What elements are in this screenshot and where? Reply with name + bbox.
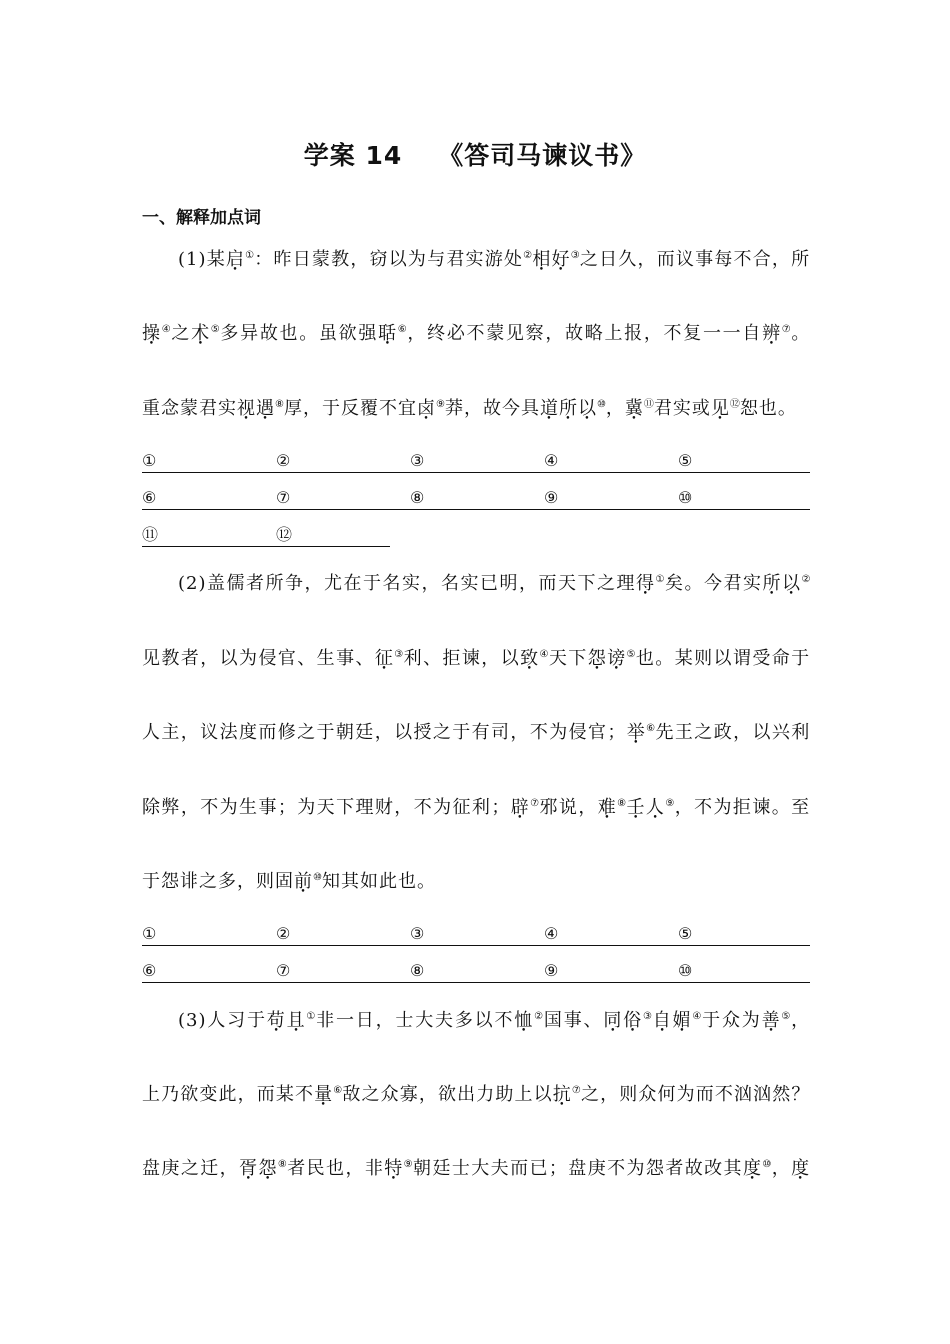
passage-line: (2)盖儒者所争，尤在于名实，名实已明，而天下之理得①矣。今君实所以②: [178, 573, 811, 594]
footnote-marker: ⑦: [781, 324, 792, 335]
footnote-marker: ⑥: [397, 324, 408, 335]
dotted-char: 所: [762, 573, 782, 594]
footnote-marker: ⑧: [277, 1159, 288, 1170]
answer-line[interactable]: [142, 487, 810, 510]
dotted-char: 启: [225, 249, 246, 270]
answer-number: ⑦: [276, 961, 291, 980]
dotted-char: 且: [286, 1010, 307, 1031]
dotted-char: 胥: [239, 1158, 259, 1179]
passage-line: 于怨诽之多，则固前⑩知其如此也。: [142, 871, 436, 892]
dotted-char: 冀: [624, 398, 644, 419]
dotted-char: 善: [761, 1010, 782, 1031]
footnote-marker: ②: [534, 1011, 544, 1022]
dotted-char: 怨: [258, 1158, 278, 1179]
answer-line[interactable]: [142, 524, 390, 547]
footnote-marker: ③: [570, 250, 580, 261]
footnote-marker: ④: [161, 324, 172, 335]
dotted-char: 自: [652, 1010, 673, 1031]
footnote-marker: ⑩: [596, 399, 606, 410]
answer-number: ⑤: [678, 924, 693, 943]
answer-number: ⑨: [544, 961, 559, 980]
dotted-char: 举: [626, 722, 647, 743]
passage-line: 见教者，以为侵官、生事、征③利、拒谏，以致④天下怨谤⑤也。某则以谓受命于: [142, 648, 811, 669]
answer-number: ⑤: [678, 451, 693, 470]
dotted-char: 量: [314, 1084, 334, 1105]
dotted-char: 特: [384, 1158, 404, 1179]
dotted-char: 见: [710, 398, 730, 419]
dotted-char: 征: [374, 648, 395, 669]
footnote-marker: ②: [801, 574, 811, 585]
dotted-char: 操: [142, 323, 162, 344]
footnote-marker: ⑤: [210, 324, 221, 335]
footnote-marker: ①: [655, 574, 665, 585]
answer-number: ⑩: [678, 961, 693, 980]
dotted-char: 辟: [510, 797, 531, 818]
footnote-marker: ③: [394, 649, 404, 660]
answer-number: ⑨: [544, 488, 559, 507]
footnote-marker: ⑤: [781, 1011, 792, 1022]
answer-number: ⑥: [142, 488, 157, 507]
answer-number: ①: [142, 924, 157, 943]
passage-line: 上乃欲变此，而某不量⑥敌之众寡，欲出力助上以抗⑦之，则众何为而不汹汹然？: [142, 1084, 811, 1105]
dotted-char: 前: [294, 871, 313, 892]
dotted-char: 恤: [514, 1010, 535, 1031]
dotted-char: 谤: [607, 648, 627, 669]
passage-line: 操④之术⑤多异故也。虽欲强聒⑥，终必不蒙见察，故略上报，不复一一自辨⑦。: [142, 323, 811, 344]
dotted-char: 媚: [672, 1010, 693, 1031]
dotted-char: 好: [551, 249, 571, 270]
dotted-char: 人: [645, 797, 666, 818]
section-heading: 一、解释加点词: [142, 208, 261, 228]
footnote-marker: ⑦: [571, 1085, 581, 1096]
dotted-char: 以: [577, 398, 597, 419]
answer-number: ②: [276, 924, 291, 943]
dotted-char: 所: [558, 398, 578, 419]
dotted-char: 苟: [266, 1010, 287, 1031]
answer-number: ⑥: [142, 961, 157, 980]
dotted-char: 卤: [416, 398, 436, 419]
footnote-marker: ⑨: [665, 798, 675, 809]
footnote-marker: ⑨: [435, 399, 445, 410]
footnote-marker: ⑨: [403, 1159, 414, 1170]
footnote-marker: ④: [539, 649, 549, 660]
dotted-char: 俗: [623, 1010, 643, 1031]
footnote-marker: ⑩: [762, 1159, 772, 1170]
dotted-char: 术: [191, 323, 211, 344]
dotted-char: 度: [791, 1158, 811, 1179]
title-lesson: 学案 14: [303, 141, 403, 170]
dotted-char: 道: [539, 398, 559, 419]
dotted-char: 得: [636, 573, 656, 594]
answer-number: ⑫: [276, 525, 293, 544]
footnote-marker: ⑥: [646, 723, 656, 734]
dotted-char: 视: [237, 398, 256, 419]
answer-number: ④: [544, 451, 559, 470]
dotted-char: 难: [597, 797, 618, 818]
passage-line: 重念蒙君实视遇⑧厚，于反覆不宜卤⑨莽，故今具道所以⑩，冀⑪君实或见⑫恕也。: [142, 398, 797, 419]
passage-line: (1)某启①：昨日蒙教，窃以为与君实游处②相好③之日久，而议事每不合，所: [178, 249, 811, 270]
footnote-marker: ⑤: [626, 649, 636, 660]
dotted-char: 致: [520, 648, 540, 669]
dotted-char: 抗: [552, 1084, 572, 1105]
footnote-marker: ④: [692, 1011, 703, 1022]
passage-line: 盘庚之迁，胥怨⑧者民也，非特⑨朝廷士大夫而已；盘庚不为怨者故改其度⑩，度: [142, 1158, 811, 1179]
footnote-marker: ①: [245, 250, 255, 261]
answer-number: ③: [410, 451, 425, 470]
answer-number: ⑧: [410, 488, 425, 507]
footnote-marker: ⑫: [729, 399, 740, 410]
answer-number: ④: [544, 924, 559, 943]
footnote-marker: ⑪: [643, 399, 654, 410]
footnote-marker: ⑦: [530, 798, 540, 809]
dotted-char: 度: [742, 1158, 763, 1179]
dotted-char: 辨: [762, 323, 782, 344]
answer-line[interactable]: [142, 923, 810, 946]
footnote-marker: ③: [642, 1011, 653, 1022]
dotted-char: 相: [532, 249, 552, 270]
passage-line: (3)人习于苟且①非一日，士大夫多以不恤②国事、同俗③自媚④于众为善⑤，: [178, 1010, 811, 1031]
footnote-marker: ①: [306, 1011, 317, 1022]
answer-number: ①: [142, 451, 157, 470]
footnote-marker: ⑥: [333, 1085, 343, 1096]
answer-number: ⑧: [410, 961, 425, 980]
answer-number: ⑦: [276, 488, 291, 507]
page-title: [0, 136, 950, 172]
footnote-marker: ⑧: [275, 399, 284, 410]
dotted-char: 聒: [378, 323, 398, 344]
dotted-char: 以: [781, 573, 802, 594]
dotted-char: 壬: [626, 797, 646, 818]
answer-line[interactable]: [142, 960, 810, 983]
passage-line: 除弊，不为生事；为天下理财，不为征利；辟⑦邪说，难⑧壬人⑨，不为拒谏。至: [142, 797, 811, 818]
dotted-char: 同: [603, 1010, 624, 1031]
answer-number: ③: [410, 924, 425, 943]
footnote-marker: ⑧: [617, 798, 627, 809]
dotted-char: 遇: [256, 398, 275, 419]
title-text: 《答司马谏议书》: [438, 141, 647, 170]
answer-number: ②: [276, 451, 291, 470]
answer-number: ⑩: [678, 488, 693, 507]
answer-line[interactable]: [142, 450, 810, 473]
passage-line: 人主，议法度而修之于朝廷，以授之于有司，不为侵官；举⑥先王之政，以兴利: [142, 722, 811, 743]
answer-number: ⑪: [142, 525, 159, 544]
footnote-marker: ②: [523, 250, 533, 261]
footnote-marker: ⑩: [313, 872, 322, 883]
dotted-char: 怨: [587, 648, 608, 669]
